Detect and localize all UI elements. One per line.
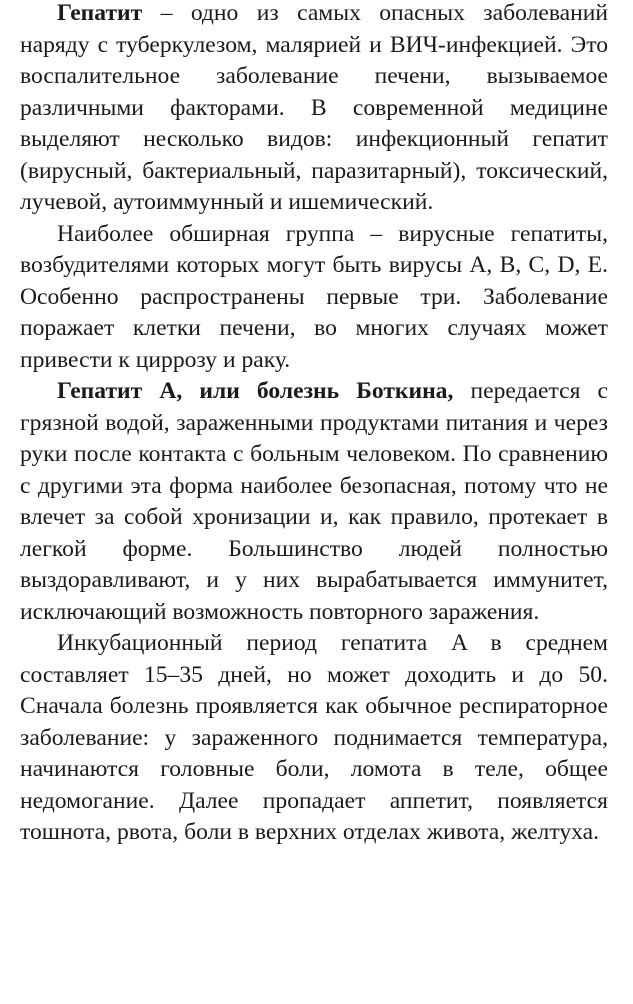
paragraph-text: Инкубационный период гепатита A в среднем составляет 15–35 дней, но может доходить и до 50. Сначала болезнь проявляется как обычное респираторное заболевание: у зараженного поднимается температура, начинаются головные боли, ломота в теле, общее недомогание. Далее пропадает аппетит, появляется тошнота, рвота, боли в верхних отделах живота, желтуха. [20,630,608,845]
paragraph-text: Наиболее обширная группа – вирусные гепатиты, возбудителями которых могут быть вирусы A, B, C, D, E. Особенно распространены первые три. Заболевание поражает клетки печени, во многих случаях может привести к циррозу и раку. [20,220,608,373]
term-hepatitis-a: Гепатит A, или болезнь Боткина, [57,378,454,404]
paragraph-text: – одно из самых опасных заболеваний наряду с туберкулезом, малярией и ВИЧ-инфекцией. Это воспалительное заболевание печени, вызываемое различными факторами. В современной медицине выделяют несколько видов: инфекционный гепатит (вирусный, бактериальный, паразитарный), токсический, лучевой, аутоиммунный и ишемический. [20,0,608,215]
paragraph-text: передается с грязной водой, зараженными продуктами питания и через руки после контакта с больным человеком. По сравнению с другими эта форма наиболее безопасная, потому что не влечет за собой хронизации и, как правило, протекает в легкой форме. Большинство людей полностью выздоравливают, и у них вырабатывается иммунитет, исключающий возможность повторного заражения. [20,378,608,625]
paragraph-viral-hepatitis [20,219,608,377]
paragraph-hepatitis-definition [20,0,608,219]
paragraph-incubation-period [20,628,608,849]
term-hepatitis: Гепатит [57,0,143,26]
document-page [20,0,608,849]
paragraph-hepatitis-a [20,376,608,628]
